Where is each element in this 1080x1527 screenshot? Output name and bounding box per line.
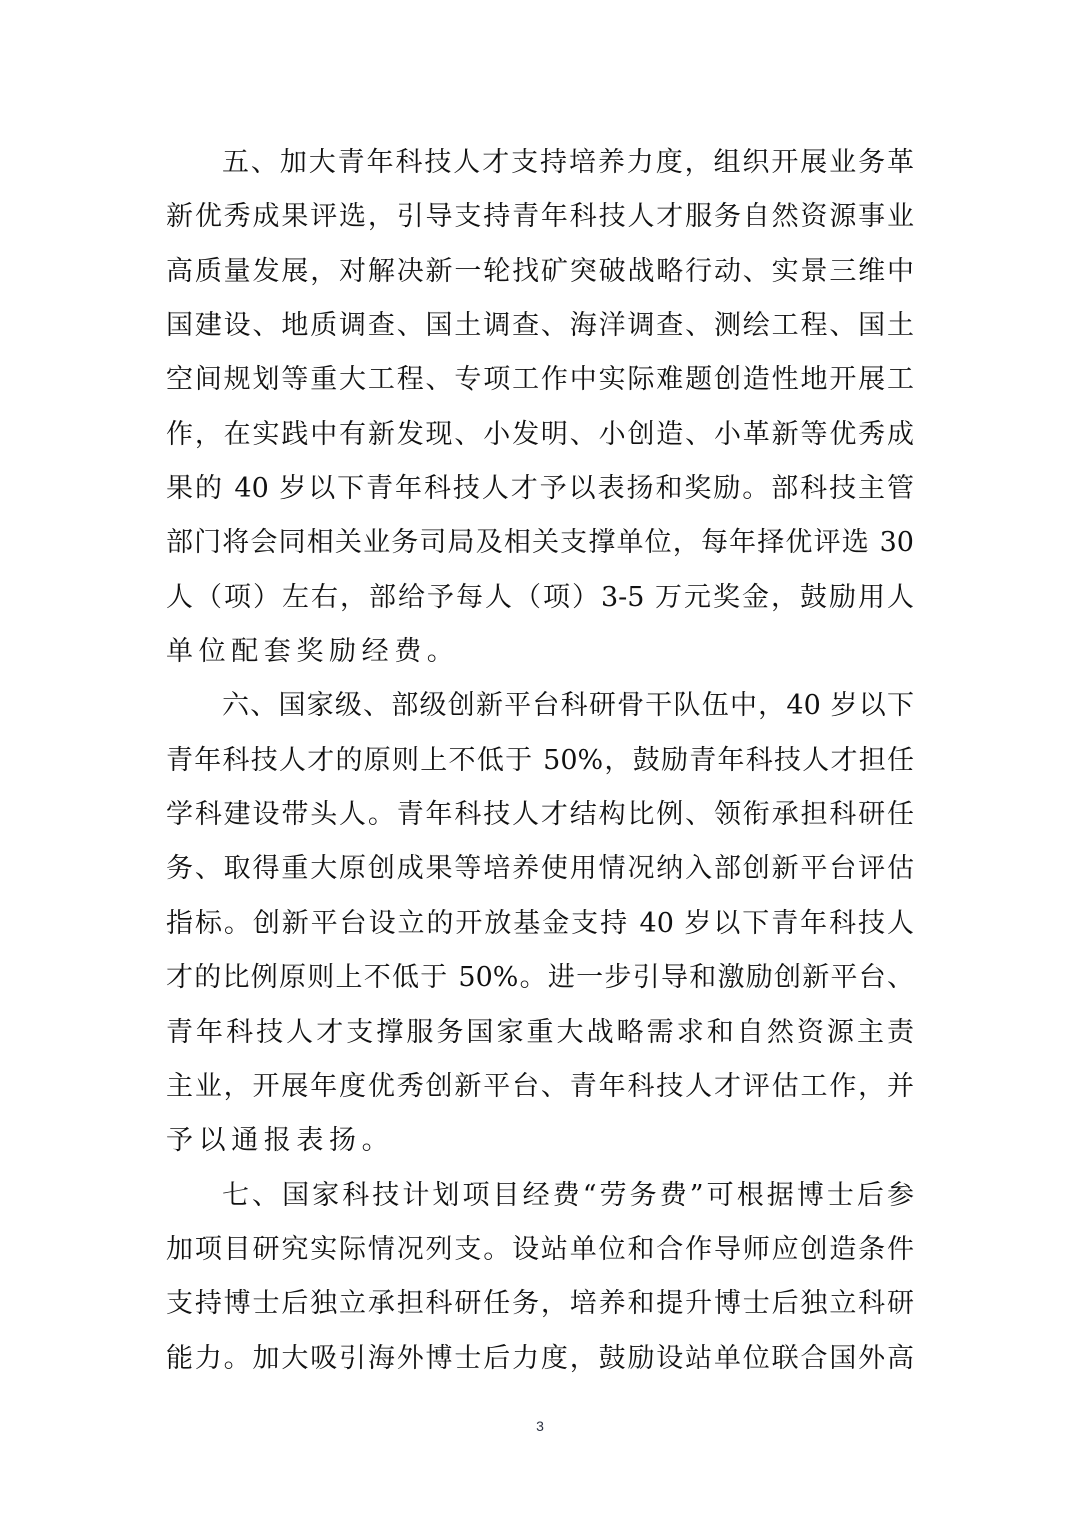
text-line: 五、加大青年科技人才支持培养力度，组织开展业务革	[222, 147, 914, 178]
paragraph-item-5	[166, 136, 914, 679]
text-line: 六、国家级、部级创新平台科研骨干队伍中，40 岁以下	[222, 690, 914, 722]
text-line: 青年科技人才支撑服务国家重大战略需求和自然资源主责	[166, 1016, 914, 1048]
text-line: 高质量发展，对解决新一轮找矿突破战略行动、实景三维中	[166, 255, 914, 287]
document-body	[166, 136, 914, 1386]
text-line: 国建设、地质调查、国土调查、海洋调查、测绘工程、国土	[166, 310, 914, 342]
text-line: 主业，开展年度优秀创新平台、青年科技人才评估工作，并	[166, 1070, 914, 1102]
text-line: 支持博士后独立承担科研任务，培养和提升博士后独立科研	[166, 1288, 914, 1320]
text-line: 果的 40 岁以下青年科技人才予以表扬和奖励。部科技主管	[166, 473, 914, 505]
text-line: 学科建设带头人。青年科技人才结构比例、领衔承担科研任	[166, 799, 914, 831]
text-line: 作，在实践中有新发现、小发明、小创造、小革新等优秀成	[166, 418, 914, 450]
text-line: 部门将会同相关业务司局及相关支撑单位，每年择优评选 30	[166, 527, 914, 559]
text-line: 青年科技人才的原则上不低于 50%，鼓励青年科技人才担任	[166, 744, 914, 776]
text-line: 单位配套奖励经费。	[166, 636, 460, 668]
text-line: 务、取得重大原创成果等培养使用情况纳入部创新平台评估	[166, 853, 914, 885]
paragraph-item-7	[166, 1169, 914, 1386]
text-line: 才的比例原则上不低于 50%。进一步引导和激励创新平台、	[166, 962, 914, 994]
text-line: 予以通报表扬。	[166, 1125, 395, 1157]
text-line: 加项目研究实际情况列支。设站单位和合作导师应创造条件	[166, 1233, 914, 1265]
page-number: 3	[536, 1418, 544, 1434]
text-line: 空间规划等重大工程、专项工作中实际难题创造性地开展工	[166, 364, 914, 396]
text-line: 新优秀成果评选，引导支持青年科技人才服务自然资源事业	[166, 201, 914, 233]
text-line: 能力。加大吸引海外博士后力度，鼓励设站单位联合国外高	[166, 1342, 914, 1374]
text-line: 七、国家科技计划项目经费“劳务费”可根据博士后参	[222, 1179, 914, 1211]
text-line: 人（项）左右，部给予每人（项）3-5 万元奖金，鼓励用人	[166, 581, 914, 613]
paragraph-item-6	[166, 679, 914, 1168]
text-line: 指标。创新平台设立的开放基金支持 40 岁以下青年科技人	[166, 907, 914, 939]
